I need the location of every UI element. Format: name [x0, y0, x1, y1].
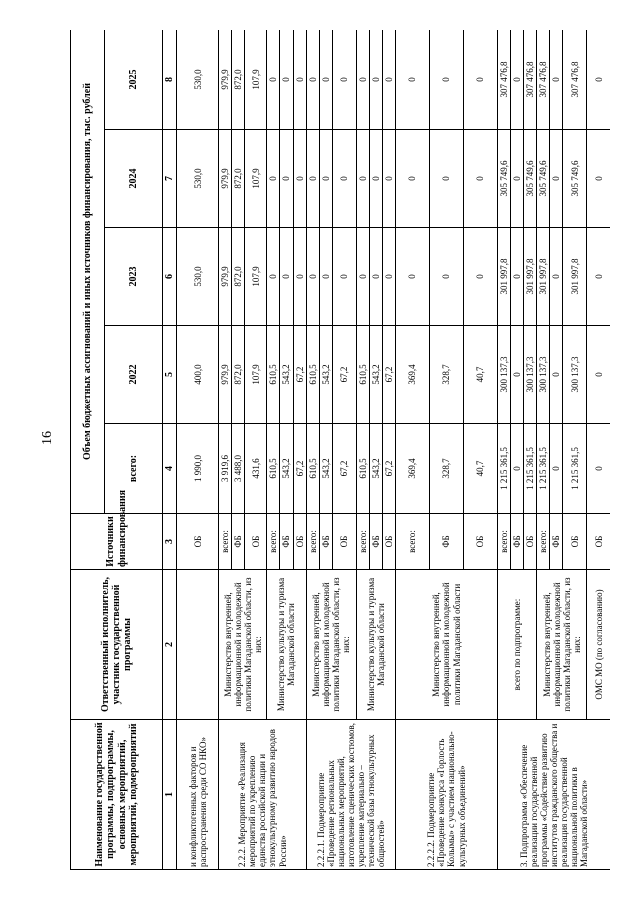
column-number: 7 [163, 130, 177, 228]
row-source: всего: [497, 514, 510, 570]
cell-value: 0 [429, 30, 463, 130]
header-funding-group: Объем бюджетных ассигнований и иных источников финансирования, тыс. рублей [71, 30, 105, 514]
header-year: 2025 [105, 30, 163, 130]
cell-value: 0 [587, 30, 610, 130]
cell-value: 979,9 [219, 130, 232, 228]
cell-total: 610,5 [267, 424, 280, 514]
page-number: 16 [40, 431, 55, 445]
cell-value: 0 [306, 30, 319, 130]
cell-value: 0 [356, 130, 369, 228]
cell-value: 0 [550, 130, 563, 228]
cell-value: 0 [369, 130, 382, 228]
cell-total: 0 [587, 424, 610, 514]
row-name: и конфликтогенных факторов и распространения среди СО НКО» [177, 720, 219, 870]
row-name: 2.2.2.2. Подмероприятие «Проведение конкурса «Горлость Колымы» с участием национально-культурных объединений» [395, 720, 497, 870]
cell-value: 0 [382, 30, 395, 130]
row-source: ОБ [177, 514, 219, 570]
cell-value: 328,7 [429, 326, 463, 424]
header-source: Источники финансирования [71, 514, 163, 570]
cell-value: 301 997,8 [524, 228, 537, 326]
row-executor: всего по подпрограмме: [497, 570, 536, 720]
cell-value: 0 [511, 326, 524, 424]
cell-value: 67,2 [382, 326, 395, 424]
row-source: ФБ [369, 514, 382, 570]
header-year: 2024 [105, 130, 163, 228]
row-source: всего: [356, 514, 369, 570]
cell-total: 0 [550, 424, 563, 514]
header-total: всего: [105, 424, 163, 514]
cell-value: 872,0 [232, 228, 245, 326]
row-name: 2.2.2. Мероприятие «Реализация мероприятий по укреплению единства российской нации и этнокультурному развитию народов России» [219, 720, 306, 870]
cell-value: 67,2 [332, 326, 356, 424]
cell-total: 3 919,6 [219, 424, 232, 514]
column-number: 8 [163, 30, 177, 130]
cell-total: 67,2 [293, 424, 306, 514]
cell-value: 543,2 [280, 326, 293, 424]
column-number: 5 [163, 326, 177, 424]
cell-value: 0 [319, 130, 332, 228]
cell-total: 369,4 [395, 424, 429, 514]
cell-value: 0 [293, 130, 306, 228]
cell-value: 0 [550, 228, 563, 326]
cell-total: 0 [511, 424, 524, 514]
row-executor: Министерство внутренней, информационной и молодежной политики Магаданской области, из них: [537, 570, 587, 720]
cell-value: 305 749,6 [497, 130, 510, 228]
column-number: 1 [163, 720, 177, 870]
cell-value: 0 [332, 228, 356, 326]
cell-value: 872,0 [232, 30, 245, 130]
cell-total: 67,2 [382, 424, 395, 514]
cell-value: 307 476,8 [524, 30, 537, 130]
cell-value: 530,0 [177, 130, 219, 228]
row-source: ОБ [524, 514, 537, 570]
row-source: ОБ [587, 514, 610, 570]
cell-value: 979,9 [219, 30, 232, 130]
cell-value: 0 [293, 228, 306, 326]
cell-value: 369,4 [395, 326, 429, 424]
cell-value: 0 [395, 130, 429, 228]
cell-value: 0 [395, 30, 429, 130]
row-source: ОБ [463, 514, 497, 570]
row-source: всего: [395, 514, 429, 570]
cell-value: 530,0 [177, 30, 219, 130]
cell-value: 0 [319, 228, 332, 326]
cell-total: 431,6 [245, 424, 267, 514]
cell-value: 0 [511, 30, 524, 130]
cell-value: 0 [369, 228, 382, 326]
cell-value: 301 997,8 [497, 228, 510, 326]
cell-value: 0 [511, 130, 524, 228]
column-number: 2 [163, 570, 177, 720]
row-source: ОБ [332, 514, 356, 570]
table-row [497, 30, 510, 870]
cell-value: 0 [306, 130, 319, 228]
cell-total: 3 488,0 [232, 424, 245, 514]
cell-value: 301 997,8 [563, 228, 587, 326]
cell-total: 543,2 [369, 424, 382, 514]
cell-value: 0 [587, 130, 610, 228]
row-source: ФБ [280, 514, 293, 570]
header-executor: Ответственный исполнитель, участник государственной программы [71, 570, 163, 720]
cell-value: 0 [429, 228, 463, 326]
cell-value: 0 [306, 228, 319, 326]
row-source: всего: [537, 514, 550, 570]
cell-value: 300 137,3 [524, 326, 537, 424]
cell-value: 107,9 [245, 30, 267, 130]
cell-value: 0 [267, 30, 280, 130]
column-number: 3 [163, 514, 177, 570]
cell-value: 610,5 [306, 326, 319, 424]
row-executor: Министерство культуры и туризма Магаданской области [356, 570, 395, 720]
cell-value: 0 [550, 30, 563, 130]
cell-total: 1 215 361,5 [524, 424, 537, 514]
cell-value: 979,9 [219, 326, 232, 424]
cell-value: 0 [369, 30, 382, 130]
cell-total: 610,5 [306, 424, 319, 514]
cell-value: 107,9 [245, 326, 267, 424]
cell-value: 0 [332, 130, 356, 228]
row-source: всего: [306, 514, 319, 570]
cell-value: 0 [280, 30, 293, 130]
cell-value: 300 137,3 [497, 326, 510, 424]
cell-value: 610,5 [267, 326, 280, 424]
rotated-content [70, 30, 610, 870]
cell-total: 328,7 [429, 424, 463, 514]
header-year: 2023 [105, 228, 163, 326]
table-row [219, 30, 232, 870]
cell-value: 0 [319, 30, 332, 130]
row-source: всего: [219, 514, 232, 570]
row-source: ОБ [293, 514, 306, 570]
row-source: ФБ [319, 514, 332, 570]
column-number: 6 [163, 228, 177, 326]
row-source: всего: [267, 514, 280, 570]
table-row [395, 30, 429, 870]
column-number: 4 [163, 424, 177, 514]
row-executor: Министерство внутренней, информационной и молодежной политики Магаданской области, из них: [219, 570, 267, 720]
cell-value: 307 476,8 [497, 30, 510, 130]
cell-total: 1 215 361,5 [537, 424, 550, 514]
row-source: ОБ [382, 514, 395, 570]
cell-value: 400,0 [177, 326, 219, 424]
cell-value: 0 [395, 228, 429, 326]
cell-value: 0 [463, 30, 497, 130]
row-executor [177, 570, 219, 720]
row-executor: Министерство внутренней, информационной и молодежной политики Магаданской области, из них: [306, 570, 356, 720]
cell-value: 0 [463, 228, 497, 326]
row-executor: ОМС МО (по согласованию) [587, 570, 610, 720]
cell-value: 301 997,8 [537, 228, 550, 326]
rotated-page [70, 30, 610, 870]
cell-total: 1 215 361,5 [497, 424, 510, 514]
funding-table [70, 30, 610, 870]
cell-total: 1 990,0 [177, 424, 219, 514]
cell-value: 300 137,3 [563, 326, 587, 424]
cell-value: 0 [356, 30, 369, 130]
cell-value: 107,9 [245, 228, 267, 326]
cell-value: 0 [587, 228, 610, 326]
row-source: ОБ [245, 514, 267, 570]
row-source: ОБ [563, 514, 587, 570]
row-source: ФБ [511, 514, 524, 570]
cell-value: 0 [463, 130, 497, 228]
cell-value: 0 [429, 130, 463, 228]
cell-value: 0 [267, 228, 280, 326]
cell-value: 305 749,6 [537, 130, 550, 228]
cell-value: 67,2 [293, 326, 306, 424]
cell-total: 543,2 [319, 424, 332, 514]
cell-value: 40,7 [463, 326, 497, 424]
cell-value: 305 749,6 [563, 130, 587, 228]
cell-value: 872,0 [232, 326, 245, 424]
cell-total: 543,2 [280, 424, 293, 514]
cell-value: 307 476,8 [537, 30, 550, 130]
cell-value: 543,2 [369, 326, 382, 424]
row-name: 2.2.2.1. Подмероприятие «Проведение региональных национальных мероприятий, изготовление сценических костюмов, укрепление материально – технической базы этнокультурных общностей» [306, 720, 395, 870]
cell-total: 1 215 361,5 [563, 424, 587, 514]
cell-value: 530,0 [177, 228, 219, 326]
cell-value: 0 [280, 130, 293, 228]
cell-value: 307 476,8 [563, 30, 587, 130]
cell-value: 0 [382, 130, 395, 228]
cell-value: 0 [356, 228, 369, 326]
cell-total: 610,5 [356, 424, 369, 514]
row-source: ФБ [550, 514, 563, 570]
cell-value: 0 [293, 30, 306, 130]
cell-value: 305 749,6 [524, 130, 537, 228]
cell-value: 543,2 [319, 326, 332, 424]
row-name: 3. Подпрограмма «Обеспечение реализации государственной программы «Содействие развитию институтов гражданского общества и реализация государственной национальной политики в Магаданской области» [497, 720, 610, 870]
cell-value: 0 [332, 30, 356, 130]
cell-value: 0 [267, 130, 280, 228]
table-row [177, 30, 219, 870]
cell-value: 0 [550, 326, 563, 424]
cell-total: 40,7 [463, 424, 497, 514]
cell-total: 67,2 [332, 424, 356, 514]
cell-value: 0 [280, 228, 293, 326]
row-executor: Министерство культуры и туризма Магаданской области [267, 570, 306, 720]
cell-value: 0 [382, 228, 395, 326]
row-source: ФБ [429, 514, 463, 570]
row-executor: Министерство внутренней, информационной и молодежной политики Магаданской области [395, 570, 497, 720]
cell-value: 610,5 [356, 326, 369, 424]
cell-value: 979,9 [219, 228, 232, 326]
cell-value: 107,9 [245, 130, 267, 228]
row-source: ФБ [232, 514, 245, 570]
header-year: 2022 [105, 326, 163, 424]
header-name: Наименование государственной программы, подпрограммы, основных мероприятий, мероприятий, подмероприятий [71, 720, 163, 870]
cell-value: 872,0 [232, 130, 245, 228]
table-row [306, 30, 319, 870]
cell-value: 0 [511, 228, 524, 326]
cell-value: 0 [587, 326, 610, 424]
cell-value: 300 137,3 [537, 326, 550, 424]
